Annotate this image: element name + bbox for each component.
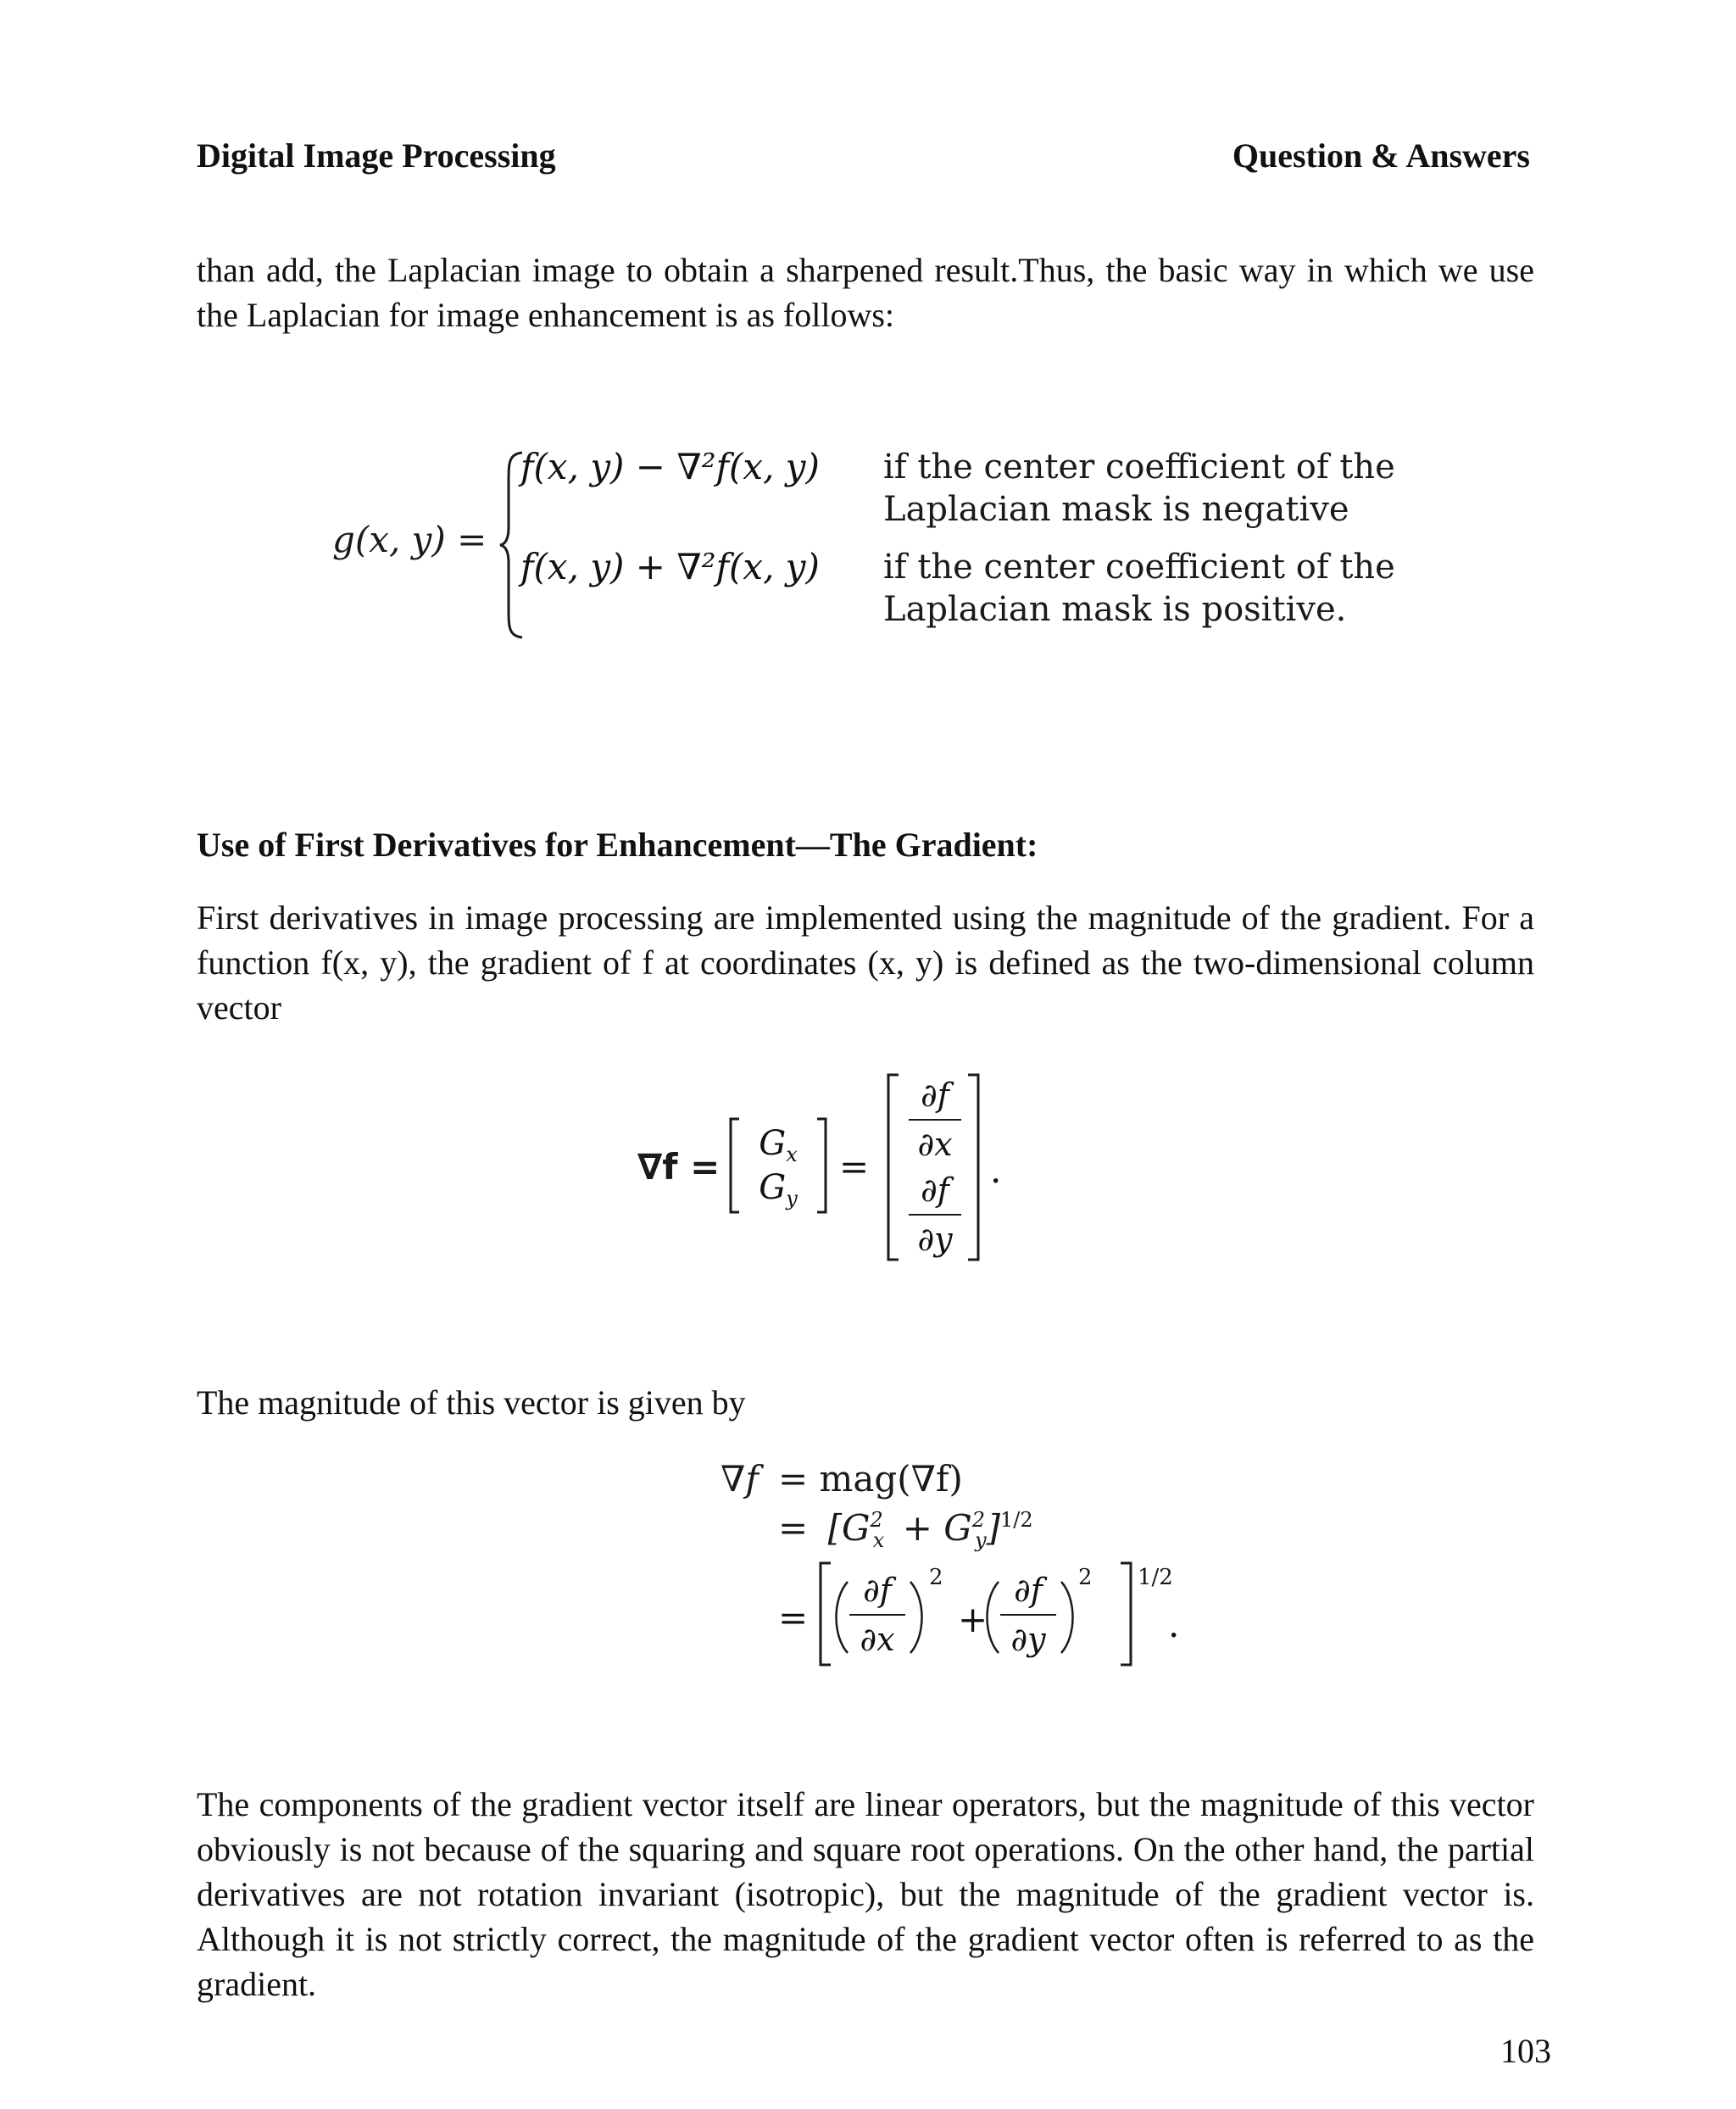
magnitude-intro: The magnitude of this vector is given by [197, 1383, 746, 1422]
case1-condition-line1: if the center coefficient of the [883, 448, 1395, 487]
page-number: 103 [1500, 2032, 1551, 2070]
square-exponent-y: 2 [1078, 1565, 1093, 1590]
closing-paragraph: The components of the gradient vector itself are linear operators, but the magnitude of this vector obviously is not because of the squaring and square root operations. On the other hand, the partial derivatives are not rotation invariant (isotropic), but the magnitude of the gradient vector is. Although it is not strictly correct, the magnitude of the gradient vector often is referred to as the gradient. [197, 1785, 1534, 2003]
gx-entry: $G_x$ [759, 1124, 798, 1166]
case2-condition-line2: Laplacian mask is positive. [883, 590, 1347, 629]
partial-f-over-x: ∂f ∂x [909, 1077, 961, 1163]
header-section-title: Question & Answers [1232, 136, 1530, 175]
gradient-equation-lhs: ∇f = [637, 1146, 721, 1188]
magnitude-plus: + [958, 1599, 988, 1640]
gradient-period: . [990, 1149, 1002, 1191]
section-heading: Use of First Derivatives for Enhancement—The Gradient: [197, 826, 1038, 864]
case1-condition-line2: Laplacian mask is negative [883, 490, 1349, 529]
case2-condition-line1: if the center coefficient of the [883, 548, 1395, 587]
magnitude-line3-equals: = [778, 1597, 809, 1639]
case1-expression: f(x, y) − ∇²f(x, y) [520, 446, 820, 487]
case2-expression: f(x, y) + ∇²f(x, y) [520, 546, 820, 587]
magnitude-period: . [1168, 1604, 1180, 1645]
magnitude-lhs: ∇f [721, 1458, 759, 1500]
gradient-equals-sign: = [839, 1146, 870, 1188]
partial-f-over-y-squared: ∂f ∂y [1000, 1572, 1056, 1658]
intro-paragraph: than add, the Laplacian image to obtain a sharpened result.Thus, the basic way in which we use the Laplacian for image enhancement is as follows: [197, 251, 1534, 334]
magnitude-line2: = $[G^2_x + G^2_y]^{1/2}$ [778, 1507, 1033, 1552]
gy-entry: $G_y$ [759, 1168, 798, 1210]
partial-f-over-y: ∂f ∂y [909, 1171, 961, 1258]
half-exponent: 1/2 [1138, 1565, 1173, 1590]
gradient-paragraph: First derivatives in image processing are implemented using the magnitude of the gradient. For a function f(x, y), the gradient of f at coordinates (x, y) is defined as the two-dimensional column vector [197, 899, 1534, 1027]
magnitude-line1-rhs: = mag(∇f) [778, 1458, 963, 1500]
square-exponent-x: 2 [929, 1565, 943, 1590]
header-book-title: Digital Image Processing [197, 136, 556, 175]
laplacian-equation-lhs: g(x, y) = [332, 519, 487, 560]
partial-f-over-x-squared: ∂f ∂x [849, 1572, 905, 1658]
